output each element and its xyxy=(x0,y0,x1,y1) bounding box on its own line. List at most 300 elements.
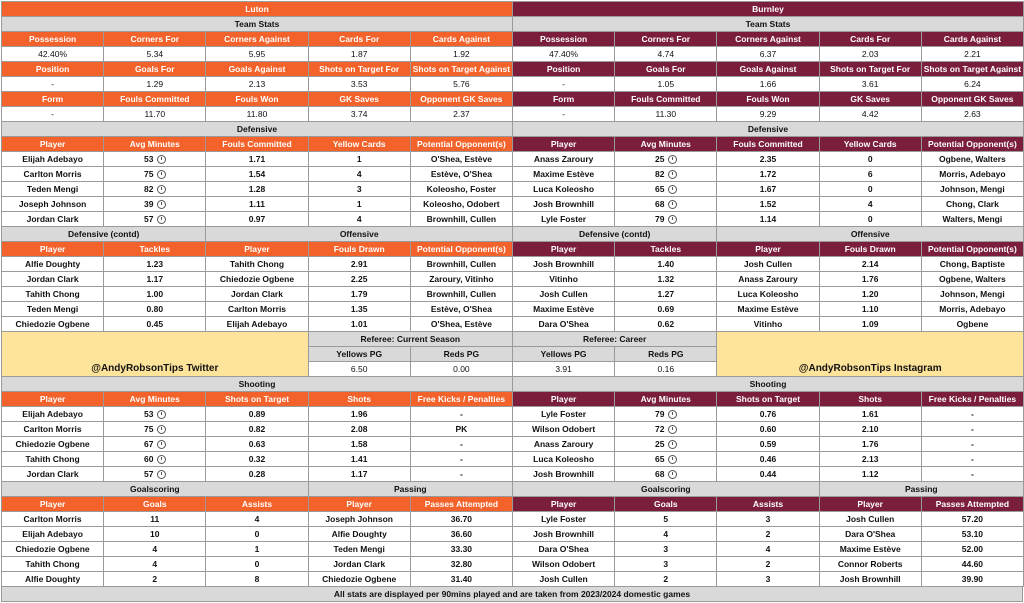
table-cell: Chiedozie Ogbene xyxy=(1,316,104,332)
table-row xyxy=(1,61,512,76)
stat-value: 1.92 xyxy=(410,46,513,62)
column-header: Yellow Cards xyxy=(308,136,411,152)
table-row xyxy=(1,31,512,46)
referee-current-season xyxy=(308,331,512,376)
avg-minutes xyxy=(103,436,206,452)
table-row xyxy=(512,406,1023,421)
table-cell: 8 xyxy=(205,571,308,587)
table-cell: 3 xyxy=(716,511,819,527)
stat-value: 4.74 xyxy=(614,46,717,62)
table-cell: Brownhill, Cullen xyxy=(410,256,513,272)
referee-value: 0.16 xyxy=(614,361,717,377)
table-cell: Koleosho, Odobert xyxy=(410,196,513,212)
table-row xyxy=(1,121,512,136)
table-cell: Dara O'Shea xyxy=(819,526,922,542)
section-title: Passing xyxy=(819,481,1024,497)
table-cell: 2 xyxy=(614,571,717,587)
table-cell: 4 xyxy=(308,211,411,227)
avg-minutes xyxy=(103,421,206,437)
stopwatch-icon xyxy=(668,200,677,209)
table-cell: 0.69 xyxy=(614,301,717,317)
stat-value: - xyxy=(512,76,615,92)
table-row xyxy=(1,1,512,16)
stat-value: 1.87 xyxy=(308,46,411,62)
column-header: Potential Opponent(s) xyxy=(921,241,1024,257)
table-cell: 0.32 xyxy=(205,451,308,467)
referee-career xyxy=(512,331,716,376)
avg-minutes xyxy=(614,151,717,167)
table-row xyxy=(1,316,512,331)
table-row xyxy=(1,151,512,166)
table-cell: 1.61 xyxy=(819,406,922,422)
luton-half xyxy=(1,1,512,601)
table-cell: Alfie Doughty xyxy=(1,256,104,272)
section-title: Defensive xyxy=(1,121,513,137)
column-header: Potential Opponent(s) xyxy=(410,136,513,152)
table-cell: Lyle Foster xyxy=(512,511,615,527)
table-cell: 5 xyxy=(614,511,717,527)
column-header: Tackles xyxy=(614,241,717,257)
stat-value: 47.40% xyxy=(512,46,615,62)
table-row xyxy=(512,271,1023,286)
avg-minutes-value: 79 xyxy=(655,409,665,419)
table-cell: Carlton Morris xyxy=(205,301,308,317)
table-row xyxy=(512,46,1023,61)
stat-value: - xyxy=(1,76,104,92)
table-cell: Anass Zaroury xyxy=(716,271,819,287)
stat-header: Form xyxy=(512,91,615,107)
table-row xyxy=(1,241,512,256)
table-cell: Ogbene xyxy=(921,316,1024,332)
table-row xyxy=(512,571,1023,586)
stat-header: GK Saves xyxy=(819,91,922,107)
table-row xyxy=(1,196,512,211)
stat-header: Goals Against xyxy=(205,61,308,77)
column-header: Shots on Target xyxy=(716,391,819,407)
column-header: Potential Opponent(s) xyxy=(410,241,513,257)
table-cell: 2 xyxy=(103,571,206,587)
table-cell: Elijah Adebayo xyxy=(1,151,104,167)
avg-minutes xyxy=(614,421,717,437)
stat-header: Corners For xyxy=(614,31,717,47)
table-cell: Elijah Adebayo xyxy=(1,526,104,542)
referee-social-block xyxy=(512,331,1023,376)
table-cell: Tahith Chong xyxy=(1,556,104,572)
stopwatch-icon xyxy=(668,470,677,479)
table-cell: 1.12 xyxy=(819,466,922,482)
table-row xyxy=(1,106,512,121)
stat-value: 1.29 xyxy=(103,76,206,92)
avg-minutes-value: 57 xyxy=(144,469,154,479)
stat-header: Fouls Won xyxy=(716,91,819,107)
avg-minutes-value: 53 xyxy=(144,409,154,419)
column-header: Fouls Drawn xyxy=(308,241,411,257)
stat-header: Goals Against xyxy=(716,61,819,77)
table-cell: - xyxy=(921,436,1024,452)
column-header: Goals xyxy=(614,496,717,512)
section-title: Team Stats xyxy=(1,16,513,32)
table-cell: Dara O'Shea xyxy=(512,541,615,557)
table-cell: 2.08 xyxy=(308,421,411,437)
stat-value: 5.34 xyxy=(103,46,206,62)
table-cell: Chong, Baptiste xyxy=(921,256,1024,272)
table-cell: 1.10 xyxy=(819,301,922,317)
table-cell: Josh Brownhill xyxy=(512,526,615,542)
table-row xyxy=(512,136,1023,151)
table-row xyxy=(512,61,1023,76)
table-cell: Lyle Foster xyxy=(512,211,615,227)
stopwatch-icon xyxy=(157,425,166,434)
section-title: Offensive xyxy=(716,226,1024,242)
table-cell: 1.79 xyxy=(308,286,411,302)
team-name: Burnley xyxy=(512,1,1024,17)
table-row xyxy=(1,301,512,316)
table-row xyxy=(512,316,1023,331)
table-cell: Joseph Johnson xyxy=(1,196,104,212)
table-row xyxy=(512,196,1023,211)
stat-header: Corners Against xyxy=(205,31,308,47)
table-cell: 2.14 xyxy=(819,256,922,272)
stat-value: 1.05 xyxy=(614,76,717,92)
stat-value: 3.74 xyxy=(308,106,411,122)
table-cell: 0.89 xyxy=(205,406,308,422)
table-row xyxy=(1,421,512,436)
table-row xyxy=(512,451,1023,466)
table-row xyxy=(1,211,512,226)
table-cell: Ogbene, Walters xyxy=(921,271,1024,287)
table-row xyxy=(1,571,512,586)
table-cell: 10 xyxy=(103,526,206,542)
avg-minutes-value: 53 xyxy=(144,154,154,164)
column-header: Free Kicks / Penalties xyxy=(410,391,513,407)
table-cell: Zaroury, Vitinho xyxy=(410,271,513,287)
stat-header: Fouls Committed xyxy=(614,91,717,107)
avg-minutes-value: 79 xyxy=(655,214,665,224)
table-cell: Alfie Doughty xyxy=(308,526,411,542)
table-row xyxy=(1,91,512,106)
table-cell: 3 xyxy=(308,181,411,197)
table-row xyxy=(1,376,512,391)
table-cell: 3 xyxy=(614,541,717,557)
table-cell: Chiedozie Ogbene xyxy=(205,271,308,287)
stat-header: GK Saves xyxy=(308,91,411,107)
avg-minutes xyxy=(103,196,206,212)
table-row xyxy=(1,16,512,31)
stat-header: Position xyxy=(1,61,104,77)
stat-value: 9.29 xyxy=(716,106,819,122)
table-cell: 1.72 xyxy=(716,166,819,182)
table-cell: 0.28 xyxy=(205,466,308,482)
section-title: Shooting xyxy=(1,376,513,392)
table-cell: 0.59 xyxy=(716,436,819,452)
stat-value: 3.61 xyxy=(819,76,922,92)
table-cell: 33.30 xyxy=(410,541,513,557)
team-name: Luton xyxy=(1,1,513,17)
table-cell: 1.41 xyxy=(308,451,411,467)
avg-minutes-value: 82 xyxy=(655,169,665,179)
table-row xyxy=(512,241,1023,256)
avg-minutes-value: 60 xyxy=(144,454,154,464)
stopwatch-icon xyxy=(157,410,166,419)
table-cell: 4 xyxy=(103,541,206,557)
table-cell: 4 xyxy=(308,166,411,182)
stat-value: 11.80 xyxy=(205,106,308,122)
table-cell: Josh Brownhill xyxy=(512,466,615,482)
table-row xyxy=(512,301,1023,316)
table-row xyxy=(512,31,1023,46)
table-cell: Carlton Morris xyxy=(1,511,104,527)
table-row xyxy=(512,226,1023,241)
footer-note: All stats are displayed per 90mins played and are taken from 2023/2024 domestic games xyxy=(1,586,1023,602)
column-header: Fouls Committed xyxy=(716,136,819,152)
table-cell: Joseph Johnson xyxy=(308,511,411,527)
section-title: Team Stats xyxy=(512,16,1024,32)
table-cell: Estève, O'Shea xyxy=(410,166,513,182)
table-cell: Josh Brownhill xyxy=(819,571,922,587)
table-cell: Josh Brownhill xyxy=(512,256,615,272)
table-cell: 0.46 xyxy=(716,451,819,467)
referee-social-block xyxy=(1,331,512,376)
table-cell: Jordan Clark xyxy=(308,556,411,572)
stat-header: Possession xyxy=(512,31,615,47)
table-cell: Chong, Clark xyxy=(921,196,1024,212)
stat-value: - xyxy=(1,106,104,122)
avg-minutes xyxy=(614,451,717,467)
avg-minutes xyxy=(103,406,206,422)
avg-minutes xyxy=(614,196,717,212)
column-header: Player xyxy=(1,391,104,407)
table-cell: 1.00 xyxy=(103,286,206,302)
table-row xyxy=(1,391,512,406)
section-title: Goalscoring xyxy=(1,481,309,497)
column-header: Yellow Cards xyxy=(819,136,922,152)
stat-value: - xyxy=(512,106,615,122)
avg-minutes xyxy=(103,181,206,197)
table-cell: 1.11 xyxy=(205,196,308,212)
column-header: Player xyxy=(512,391,615,407)
table-cell: 0.82 xyxy=(205,421,308,437)
table-cell: 0.63 xyxy=(205,436,308,452)
stat-header: Form xyxy=(1,91,104,107)
table-cell: 31.40 xyxy=(410,571,513,587)
stat-value: 2.37 xyxy=(410,106,513,122)
table-cell: Walters, Mengi xyxy=(921,211,1024,227)
table-cell: 2.13 xyxy=(819,451,922,467)
avg-minutes xyxy=(103,466,206,482)
avg-minutes-value: 68 xyxy=(655,469,665,479)
table-cell: Connor Roberts xyxy=(819,556,922,572)
table-cell: Maxime Estève xyxy=(512,166,615,182)
table-cell: - xyxy=(921,406,1024,422)
column-header: Fouls Committed xyxy=(205,136,308,152)
stat-value: 5.76 xyxy=(410,76,513,92)
stat-header: Corners For xyxy=(103,31,206,47)
table-cell: - xyxy=(410,436,513,452)
table-cell: Anass Zaroury xyxy=(512,436,615,452)
table-row xyxy=(512,391,1023,406)
table-cell: 1.35 xyxy=(308,301,411,317)
stat-value: 1.66 xyxy=(716,76,819,92)
table-cell: Maxime Estève xyxy=(819,541,922,557)
table-cell: Chiedozie Ogbene xyxy=(308,571,411,587)
stopwatch-icon xyxy=(668,170,677,179)
column-header: Yellows PG xyxy=(308,346,411,362)
table-cell: Josh Cullen xyxy=(512,571,615,587)
table-cell: Elijah Adebayo xyxy=(205,316,308,332)
table-cell: Anass Zaroury xyxy=(512,151,615,167)
table-cell: Vitinho xyxy=(716,316,819,332)
table-cell: Dara O'Shea xyxy=(512,316,615,332)
column-header: Player xyxy=(1,136,104,152)
avg-minutes xyxy=(614,166,717,182)
avg-minutes-value: 65 xyxy=(655,184,665,194)
column-header: Passes Attempted xyxy=(921,496,1024,512)
table-row xyxy=(1,286,512,301)
table-row xyxy=(1,496,512,511)
avg-minutes xyxy=(103,166,206,182)
table-cell: 1.27 xyxy=(614,286,717,302)
table-cell: Estève, O'Shea xyxy=(410,301,513,317)
table-cell: 0 xyxy=(205,526,308,542)
table-cell: 2 xyxy=(716,556,819,572)
avg-minutes-value: 65 xyxy=(655,454,665,464)
table-cell: 0 xyxy=(819,181,922,197)
column-header: Assists xyxy=(716,496,819,512)
column-header: Player xyxy=(716,241,819,257)
table-cell: 1.96 xyxy=(308,406,411,422)
stat-value: 42.40% xyxy=(1,46,104,62)
table-cell: 1.58 xyxy=(308,436,411,452)
table-cell: 4 xyxy=(205,511,308,527)
table-cell: Teden Mengi xyxy=(308,541,411,557)
stat-header: Fouls Won xyxy=(205,91,308,107)
table-row xyxy=(1,181,512,196)
column-header: Player xyxy=(512,136,615,152)
table-cell: 2.25 xyxy=(308,271,411,287)
stat-header: Goals For xyxy=(103,61,206,77)
table-row xyxy=(1,511,512,526)
avg-minutes xyxy=(103,211,206,227)
stats-grid xyxy=(1,1,1023,602)
avg-minutes-value: 67 xyxy=(144,439,154,449)
table-cell: Josh Cullen xyxy=(716,256,819,272)
table-cell: Tahith Chong xyxy=(1,451,104,467)
table-row xyxy=(512,76,1023,91)
section-title: Defensive xyxy=(512,121,1024,137)
referee-value: 6.50 xyxy=(308,361,411,377)
burnley-half xyxy=(512,1,1023,601)
table-cell: Koleosho, Foster xyxy=(410,181,513,197)
avg-minutes-value: 75 xyxy=(144,169,154,179)
table-cell: Luca Koleosho xyxy=(512,451,615,467)
section-title: Passing xyxy=(308,481,513,497)
section-title: Defensive (contd) xyxy=(1,226,206,242)
table-row xyxy=(512,211,1023,226)
stopwatch-icon xyxy=(668,155,677,164)
table-cell: - xyxy=(410,406,513,422)
stat-value: 11.70 xyxy=(103,106,206,122)
table-cell: 0.76 xyxy=(716,406,819,422)
table-cell: Vitinho xyxy=(512,271,615,287)
table-cell: 3 xyxy=(614,556,717,572)
table-row xyxy=(1,406,512,421)
table-row xyxy=(1,466,512,481)
stat-header: Fouls Committed xyxy=(103,91,206,107)
table-cell: 57.20 xyxy=(921,511,1024,527)
table-row xyxy=(1,271,512,286)
table-cell: 0.45 xyxy=(103,316,206,332)
referee-value: 3.91 xyxy=(512,361,615,377)
table-cell: 2 xyxy=(716,526,819,542)
table-row xyxy=(512,151,1023,166)
column-header: Shots xyxy=(308,391,411,407)
table-row xyxy=(1,256,512,271)
section-title: Goalscoring xyxy=(512,481,820,497)
table-cell: - xyxy=(410,451,513,467)
table-cell: Luca Koleosho xyxy=(716,286,819,302)
table-cell: 0.60 xyxy=(716,421,819,437)
table-cell: - xyxy=(921,451,1024,467)
table-cell: 1.17 xyxy=(103,271,206,287)
table-cell: 1.54 xyxy=(205,166,308,182)
avg-minutes xyxy=(614,406,717,422)
referee-title: Referee: Current Season xyxy=(308,331,513,347)
table-cell: 53.10 xyxy=(921,526,1024,542)
table-cell: 1.17 xyxy=(308,466,411,482)
table-cell: Tahith Chong xyxy=(1,286,104,302)
table-row xyxy=(1,226,512,241)
column-header: Player xyxy=(512,496,615,512)
column-header: Player xyxy=(1,241,104,257)
table-cell: Morris, Adebayo xyxy=(921,301,1024,317)
table-cell: 36.70 xyxy=(410,511,513,527)
stat-value: 11.30 xyxy=(614,106,717,122)
stat-value: 2.13 xyxy=(205,76,308,92)
table-cell: 1.28 xyxy=(205,181,308,197)
table-cell: 1.52 xyxy=(716,196,819,212)
table-cell: Luca Koleosho xyxy=(512,181,615,197)
avg-minutes-value: 82 xyxy=(144,184,154,194)
avg-minutes-value: 75 xyxy=(144,424,154,434)
stopwatch-icon xyxy=(157,170,166,179)
section-title: Defensive (contd) xyxy=(512,226,717,242)
table-cell: 1.76 xyxy=(819,436,922,452)
column-header: Avg Minutes xyxy=(103,136,206,152)
column-header: Player xyxy=(819,496,922,512)
table-cell: 1.71 xyxy=(205,151,308,167)
table-row xyxy=(512,541,1023,556)
stat-value: 2.21 xyxy=(921,46,1024,62)
table-cell: 3 xyxy=(716,571,819,587)
stat-header: Shots on Target For xyxy=(819,61,922,77)
section-title: Shooting xyxy=(512,376,1024,392)
table-row xyxy=(1,166,512,181)
table-row xyxy=(1,556,512,571)
stat-header: Shots on Target Against xyxy=(410,61,513,77)
stat-header: Cards Against xyxy=(921,31,1024,47)
stopwatch-icon xyxy=(668,455,677,464)
table-cell: 32.80 xyxy=(410,556,513,572)
column-header: Assists xyxy=(205,496,308,512)
table-cell: Tahith Chong xyxy=(205,256,308,272)
stat-header: Cards For xyxy=(308,31,411,47)
table-row xyxy=(512,526,1023,541)
table-cell: 4 xyxy=(819,196,922,212)
table-row xyxy=(512,496,1023,511)
stat-value: 4.42 xyxy=(819,106,922,122)
column-header: Reds PG xyxy=(410,346,513,362)
stopwatch-icon xyxy=(668,215,677,224)
